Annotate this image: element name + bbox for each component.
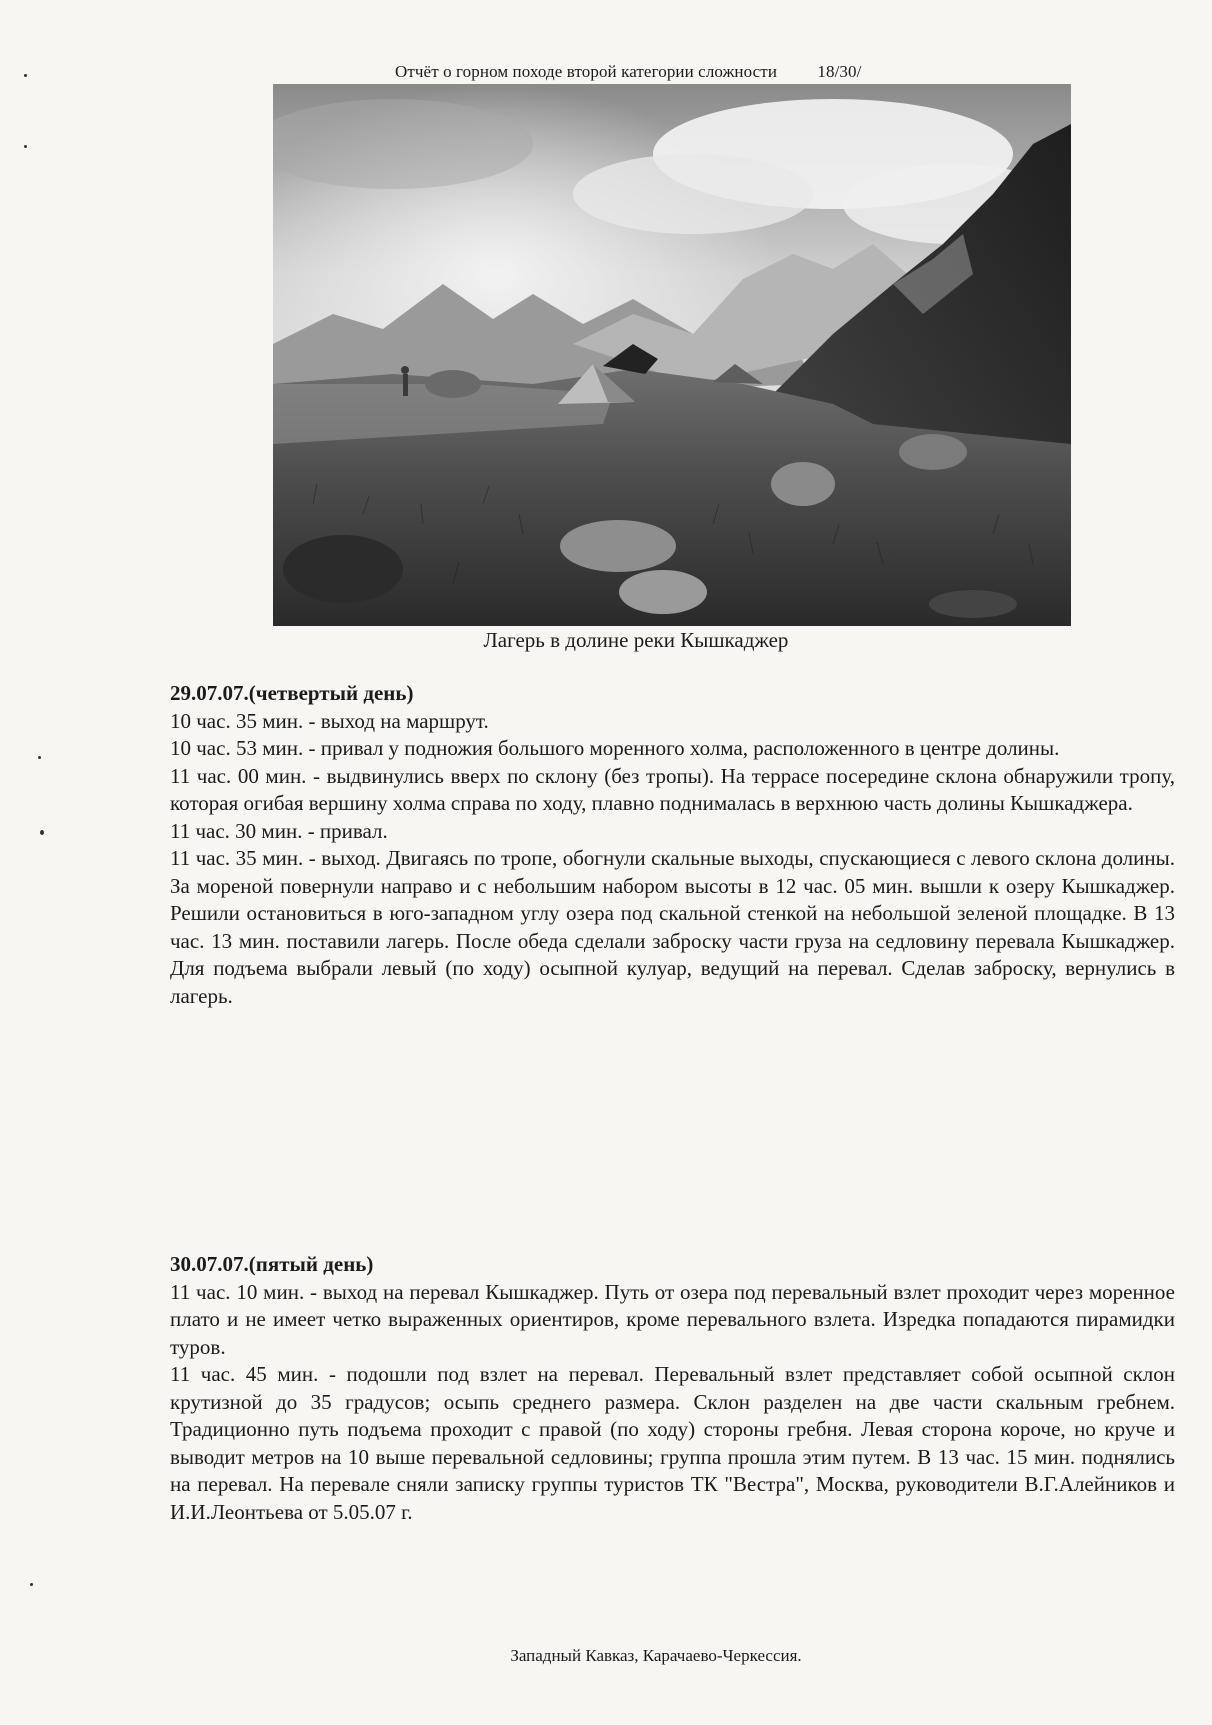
scan-speck — [30, 1583, 33, 1586]
camp-photo — [273, 84, 1071, 626]
entry-line: 11 час. 00 мин. - выдвинулись вверх по склону (без тропы). На террасе посередине склона обнаружили тропу, которая огибая вершину холма справа по ходу, плавно поднималась в верхнюю часть долины Кышкаджера. — [170, 763, 1175, 815]
entry-line: 10 час. 35 мин. - выход на маршрут. — [170, 708, 489, 733]
entry-date: 29.07.07.(четвертый день) — [170, 681, 414, 705]
page-number: 18/30/ — [817, 62, 862, 81]
page-footer: Западный Кавказ, Карачаево-Черкессия. — [510, 1646, 802, 1665]
scan-speck — [38, 756, 41, 759]
photo-caption: Лагерь в долине реки Кышкаджер — [483, 628, 789, 652]
entry-line: 11 час. 10 мин. - выход на перевал Кышкаджер. Путь от озера под перевальный взлет проходит через моренное плато и не имеет четко выраженных ориентиров, кроме перевального взлета. Изредка попадаются пирамидки туров. — [170, 1279, 1175, 1359]
entry-line: 11 час. 35 мин. - выход. Двигаясь по тропе, обогнули скальные выходы, спускающиеся с левого склона долины. За мореной повернули направо и с небольшим набором высоты в 12 час. 05 мин. вышли к озеру Кышкаджер. Решили остановиться в юго-западном углу озера под скальной стенкой на небольшой зеленой площадке. В 13 час. 13 мин. поставили лагерь. После обеда сделали заброску части груза на седловину перевала Кышкаджер. Для подъема выбрали левый (по ходу) осыпной кулуар, ведущий на перевал. Сделав заброску, вернулись в лагерь. — [170, 846, 1175, 1008]
entry-date: 30.07.07.(пятый день) — [170, 1252, 374, 1276]
diary-entry — [170, 680, 1175, 1010]
report-title: Отчёт о горном походе второй категории сложности — [395, 62, 778, 81]
scan-speck — [24, 74, 27, 77]
entry-line: 11 час. 45 мин. - подошли под взлет на перевал. Перевальный взлет представляет собой осыпной склон крутизной до 35 градусов; осыпь среднего размера. Склон разделен на две части скальным гребнем. Традиционно путь подъема проходит с правой (по ходу) стороны гребня. Левая сторона короче, но круче и выводит метров на 10 выше перевальной седловины; группа прошла этим путем. В 13 час. 15 мин. поднялись на перевал. На перевале сняли записку группы туристов ТК "Вестра", Москва, руководители В.Г.Алейников и И.И.Леонтьева от 5.05.07 г. — [170, 1362, 1175, 1524]
scan-speck — [24, 145, 27, 148]
diary-entry — [170, 1251, 1175, 1526]
entry-line: 11 час. 30 мин. - привал. — [170, 818, 388, 843]
scan-speck — [40, 830, 44, 835]
entry-line: 10 час. 53 мин. - привал у подножия большого моренного холма, расположенного в центре долины. — [170, 736, 1060, 760]
page-header — [395, 62, 995, 82]
